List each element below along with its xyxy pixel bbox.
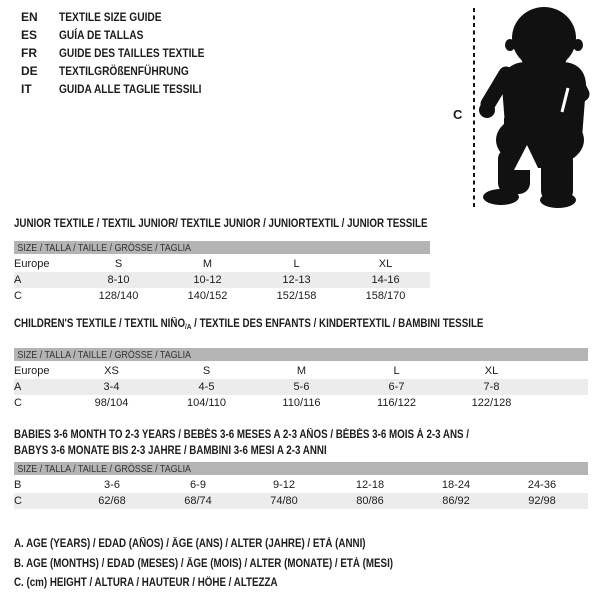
cell: 6-7 xyxy=(349,379,444,395)
filler-cell xyxy=(539,395,588,411)
height-marker-label: C xyxy=(453,107,463,122)
filler-cell xyxy=(539,379,588,395)
cell: L xyxy=(393,365,400,377)
junior-section-title: JUNIOR TEXTILE / TEXTIL JUNIOR/ TEXTILE JUNIOR / JUNIORTEXTIL / JUNIOR TESSILE xyxy=(14,218,428,230)
cell: 10-12 xyxy=(163,272,252,288)
cell: 18-24 xyxy=(441,479,471,491)
babies-size-table xyxy=(14,462,588,509)
language-row-it xyxy=(21,82,230,100)
filler-cell xyxy=(585,493,588,509)
row-label: Europe xyxy=(14,258,50,270)
cell: 104/110 xyxy=(187,397,226,409)
toddler-silhouette-shape xyxy=(479,7,586,208)
cell: 128/140 xyxy=(98,290,139,302)
cell: 3-6 xyxy=(104,479,120,491)
language-code: FR xyxy=(21,46,37,60)
row-label: B xyxy=(14,479,22,491)
cell: 86/92 xyxy=(413,493,499,509)
toddler-silhouette-icon xyxy=(440,0,600,215)
table-row xyxy=(14,362,588,379)
baby-figure xyxy=(440,0,600,215)
table-row xyxy=(14,379,588,395)
language-row-de xyxy=(21,64,230,82)
cell: 98/104 xyxy=(94,397,129,409)
cell: 62/68 xyxy=(69,493,155,509)
cell: S xyxy=(202,365,211,377)
cell: 4-5 xyxy=(159,379,254,395)
cell: M xyxy=(202,258,213,270)
cell: S xyxy=(114,258,123,270)
table-row xyxy=(14,255,430,272)
cell: 140/152 xyxy=(187,290,228,302)
table-row xyxy=(14,288,430,304)
language-row-en xyxy=(21,10,230,28)
babies-section-title: BABIES 3-6 MONTH TO 2-3 YEARS / BEBÉS 3-6 MESES A 2-3 AÑOS / BÉBÉS 3-6 MOIS À 2-3 ANS / BABYS 3-6 MONATE BIS 2-3 JAHRE / BAMBINI 3-6 MESI A 2-3 ANNI xyxy=(14,429,470,457)
cell: 14-16 xyxy=(341,272,430,288)
legend-line-b: B. AGE (MONTHS) / EDAD (MESES) / ÂGE (MOIS) / ALTER (MONATE) / ETÀ (MESI) xyxy=(14,557,394,570)
filler-cell xyxy=(539,362,588,379)
language-label: GUIDA ALLE TAGLIE TESSILI xyxy=(59,82,202,96)
cell: 3-4 xyxy=(64,379,159,395)
legend-line-a: A. AGE (YEARS) / EDAD (AÑOS) / ÂGE (ANS) / ALTER (JAHRE) / ETÀ (ANNI) xyxy=(14,538,366,550)
size-header-cell: SIZE / TALLA / TAILLE / GRÖSSE / TAGLIA xyxy=(14,462,588,476)
row-label: C xyxy=(14,397,22,409)
size-header-row xyxy=(14,241,430,255)
cell: 158/170 xyxy=(365,290,406,302)
cell: 6-9 xyxy=(190,479,206,491)
language-row-es xyxy=(21,28,230,46)
cell: 116/122 xyxy=(377,397,416,409)
language-list xyxy=(21,10,230,100)
language-label: GUIDE DES TAILLES TEXTILE xyxy=(59,46,205,60)
row-label: A xyxy=(14,379,64,395)
cell: L xyxy=(293,258,300,270)
table-row xyxy=(14,272,430,288)
nino-a-subscript: /A xyxy=(185,322,192,331)
size-header-row xyxy=(14,462,588,476)
junior-size-table xyxy=(14,241,430,304)
cell: M xyxy=(296,365,307,377)
cell: 74/80 xyxy=(241,493,327,509)
size-header-cell: SIZE / TALLA / TAILLE / GRÖSSE / TAGLIA xyxy=(14,241,430,255)
legend-line-c: C. (cm) HEIGHT / ALTURA / HAUTEUR / HÖHE / ALTEZZA xyxy=(14,577,278,589)
language-row-fr xyxy=(21,46,230,64)
cell: 5-6 xyxy=(254,379,349,395)
cell: 7-8 xyxy=(444,379,539,395)
cell: 12-18 xyxy=(355,479,385,491)
cell: 12-13 xyxy=(252,272,341,288)
filler-cell xyxy=(585,476,588,493)
cell: 80/86 xyxy=(327,493,413,509)
row-label: A xyxy=(14,272,74,288)
language-code: DE xyxy=(21,64,38,78)
size-header-row xyxy=(14,348,588,362)
language-code: ES xyxy=(21,28,38,42)
row-label: C xyxy=(14,290,22,302)
legend xyxy=(14,535,460,594)
cell: XL xyxy=(378,258,393,270)
language-code: IT xyxy=(21,82,32,96)
children-section-title: CHILDREN'S TEXTILE / TEXTIL $NIÑO_{/A}$ / TEXTILE DES ENFANTS / KINDERTEXTIL / BAMBINI TESSILE xyxy=(14,318,484,331)
cell: 68/74 xyxy=(155,493,241,509)
row-label: Europe xyxy=(14,365,50,377)
children-size-table xyxy=(14,348,588,411)
language-label: TEXTILGRÖßENFÜHRUNG xyxy=(59,64,189,78)
cell: 8-10 xyxy=(74,272,163,288)
row-label: C xyxy=(14,493,69,509)
cell: 152/158 xyxy=(276,290,317,302)
size-header-cell: SIZE / TALLA / TAILLE / GRÖSSE / TAGLIA xyxy=(14,348,588,362)
cell: 24-36 xyxy=(527,479,557,491)
cell: XL xyxy=(484,365,499,377)
cell: 110/116 xyxy=(282,397,321,409)
language-code: EN xyxy=(21,10,38,24)
cell: 9-12 xyxy=(272,479,296,491)
language-label: GUÍA DE TALLAS xyxy=(59,28,144,42)
cell: 122/128 xyxy=(471,397,512,409)
cell: 92/98 xyxy=(499,493,585,509)
cell: XS xyxy=(104,365,119,377)
table-row xyxy=(14,493,588,509)
table-row xyxy=(14,395,588,411)
table-row xyxy=(14,476,588,493)
language-label: TEXTILE SIZE GUIDE xyxy=(59,10,162,24)
